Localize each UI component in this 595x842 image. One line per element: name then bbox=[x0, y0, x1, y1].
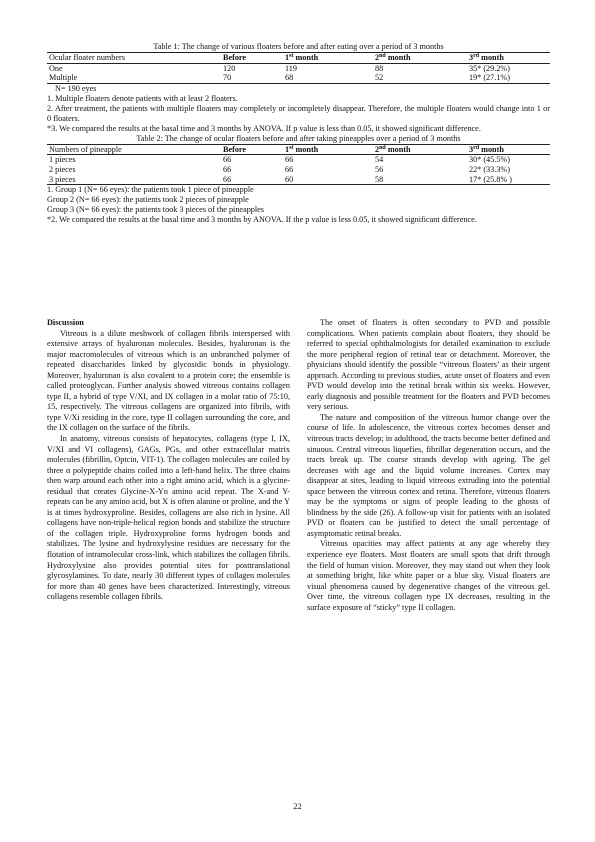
left-column bbox=[47, 318, 290, 613]
table-cell: 70 bbox=[223, 73, 232, 83]
table2-note: *2. We compared the results at the basal time and 3 months by ANOVA. If the p value is less 0.05, it showed significant difference. bbox=[47, 215, 477, 225]
table-row bbox=[47, 63, 550, 73]
table1-header-row bbox=[47, 53, 550, 64]
table-cell: 2 pieces bbox=[49, 164, 76, 174]
table-cell: 66 bbox=[223, 174, 232, 184]
table-cell: 68 bbox=[285, 73, 294, 83]
table2-header: 3rd month bbox=[469, 144, 504, 154]
table-row bbox=[47, 175, 550, 185]
table-cell: 66 bbox=[285, 164, 294, 174]
table1-note: N= 190 eyes bbox=[55, 83, 97, 93]
table-cell: 52 bbox=[375, 73, 384, 83]
paragraph: Vitreous opacities may affect patients at any age whereby they experience eye floaters. Most floaters are small spots that drift through the field of human vision. Moreover, they may stand out when they look at something bright, like white paper or a blue sky. Visual floaters are visual phenomena caused by degenerative changes of the vitreous gel. Over time, the vitreous collagen type IX decreases, resulting in the surface exposure of “sticky” type II collagen. bbox=[307, 539, 550, 612]
right-column bbox=[307, 318, 550, 613]
table-cell: 35* (29.2%) bbox=[469, 63, 510, 73]
table-cell: 56 bbox=[375, 164, 384, 174]
table1-header: 3rd month bbox=[469, 53, 504, 62]
table-cell: 17* (25.8% ) bbox=[469, 174, 512, 184]
table1-header: Ocular floater numbers bbox=[49, 53, 125, 62]
table2-header: 1st month bbox=[285, 144, 319, 154]
table-row bbox=[47, 165, 550, 175]
table1-note: *3. We compared the results at the basal time and 3 months by ANOVA. If p value is less than 0.05, it showed significant difference. bbox=[47, 123, 481, 133]
paragraph: The onset of floaters is often secondary to PVD and possible complications. When patients complain about floaters, they should be referred to special ophthalmologists for detailed examination to exclude the more peripheral region of retinal tear or detachment. Moreover, the physicians should identify the possible “vitreous floaters’ as their urgent approach. According to previous studies, acute onset of floaters and even PVD would develop into the retinal break within six weeks. However, early diagnosis and possible treatment for the floaters and PVD becomes very serious. bbox=[307, 318, 550, 412]
table-cell: 30* (45.5%) bbox=[469, 155, 510, 165]
page-number: 22 bbox=[293, 801, 302, 811]
table-row bbox=[47, 73, 550, 83]
table1-note: 1. Multiple floaters denote patients with at least 2 floaters. bbox=[47, 93, 238, 103]
table-cell: 54 bbox=[375, 155, 384, 165]
paragraph: Vitreous is a dilute meshwork of collagen fibrils interspersed with extensive arrays of hyaluronan molecules. Besides, hyaluronan is the major macromolecules of vitreous which is an unbranched polymer of repeated disaccharides linked by glycosidic bonds in physiology. Moreover, hyaluronan is also covalent to a protein core; the ensemble is called proteoglycan. Further analysis showed vitreous contains collagen type II, a hybrid of type V/XI, and IX collagen in a molar ratio of 75:10, 15, respectively. The vitreous collagens are organized into fibrils, with type V/Xi residing in the core, type II collagen surrounding the core, and the IX collagen on the surface of the fibrils. bbox=[47, 328, 290, 433]
table-cell: Multiple bbox=[49, 73, 78, 83]
table-cell: 22* (33.3%) bbox=[469, 164, 510, 174]
table2-header: 2nd month bbox=[375, 144, 411, 154]
table1-header: 1st month bbox=[285, 53, 319, 62]
tables-section bbox=[47, 42, 550, 225]
table-cell: 1 pieces bbox=[49, 155, 76, 165]
table2-header: Before bbox=[223, 144, 247, 154]
table2-caption: Table 2: The change of ocular floaters before and after taking pineapples over a period of 3 months bbox=[136, 133, 461, 143]
table-cell: 60 bbox=[285, 174, 294, 184]
table-cell: One bbox=[49, 63, 63, 73]
table1 bbox=[47, 52, 550, 84]
table-cell: 119 bbox=[285, 63, 297, 73]
table-cell: 58 bbox=[375, 174, 384, 184]
table1-header: Before bbox=[223, 53, 247, 62]
table-cell: 66 bbox=[223, 155, 232, 165]
table2 bbox=[47, 144, 550, 185]
table-cell: 120 bbox=[223, 63, 236, 73]
table1-caption: Table 1: The change of various floaters before and after eating over a period of 3 months bbox=[153, 42, 444, 51]
table1-header: 2nd month bbox=[375, 53, 411, 62]
paragraph: The nature and composition of the vitreous humor change over the course of life. In adolescence, the vitreous cortex becomes denser and vitreous tracts develop; in adulthood, the tracts become better defined and sinuous. Central vitreous liquefies, fibrillar degeneration occurs, and the tracts break up. The coarse strands develop with ageing. The gel decreases with age and the liquid volume increases. Cortex may disappear at sites, leading to liquid vitreous extruding into the potential space between the vitreous cortex and retina. Therefore, vitreous floaters may be the symptoms or signs of people leading to the ghosts of blindness by the side (26). A follow-up visit for patients with an isolated PVD or floaters can be justified to detect the small percentage of asymptomatic retinal breaks. bbox=[307, 412, 550, 538]
table-cell: 3 pieces bbox=[49, 174, 76, 184]
table2-header-row bbox=[47, 144, 550, 155]
table-row bbox=[47, 155, 550, 165]
table-cell: 66 bbox=[285, 155, 294, 165]
section-heading: Discussion bbox=[47, 318, 84, 327]
table-cell: 88 bbox=[375, 63, 384, 73]
table-cell: 19* (27.1%) bbox=[469, 73, 510, 83]
table1-note: 2. After treatment, the patients with multiple floaters may completely or incompletely disappear. Therefore, the multiple floaters would change into 1 or 0 floaters. bbox=[47, 103, 550, 123]
discussion-section bbox=[47, 318, 550, 613]
table2-header: Numbers of pineapple bbox=[49, 144, 122, 154]
table2-note: Group 3 (N= 66 eyes): the patients took 3 pieces of the pineapples bbox=[47, 205, 264, 215]
table2-note: Group 2 (N= 66 eyes): the patients took 2 pieces of pineapple bbox=[47, 195, 249, 205]
table2-note: 1. Group 1 (N= 66 eyes): the patients took 1 piece of pineapple bbox=[47, 185, 254, 195]
paragraph: In anatomy, vitreous consists of hepatocytes, collagens (type I, IX, V/XI and VI collagens), GAGs, PGs, and other extracellular matrix molecules (fibrillin, Optcin, VIT-1). The collagen molecules are coiled by three α polypeptide chains coiled into a left-hand helix. The three chains then warp around each other into a right amino acid, which is a glycine-residual that creates Glycine-X-Yn amino acid repeat. The X-and Y-repeats can be any amino acid, but X is often alanine or proline, and the Y is at times hydroxyproline. Besides, collagens are also rich in lysine. All collagens have non-triple-helical region bonds and stabilize the structure of the collagen triple. Hydroxyproline forms hydrogen bonds and stabilizes. The lysine and hydroxylysine residues are necessary for the flotation of intramolecular cross-link, which stabilizes the collagen fibrils. Hydroxylysine also provides potential sites for posttranslational glycosylamines. To date, nearly 30 different types of collagen molecules for more than 40 genes have been characterized. Interestingly, vitreous collagens resemble collagen fibrils. bbox=[47, 434, 290, 602]
table-cell: 66 bbox=[223, 164, 232, 174]
